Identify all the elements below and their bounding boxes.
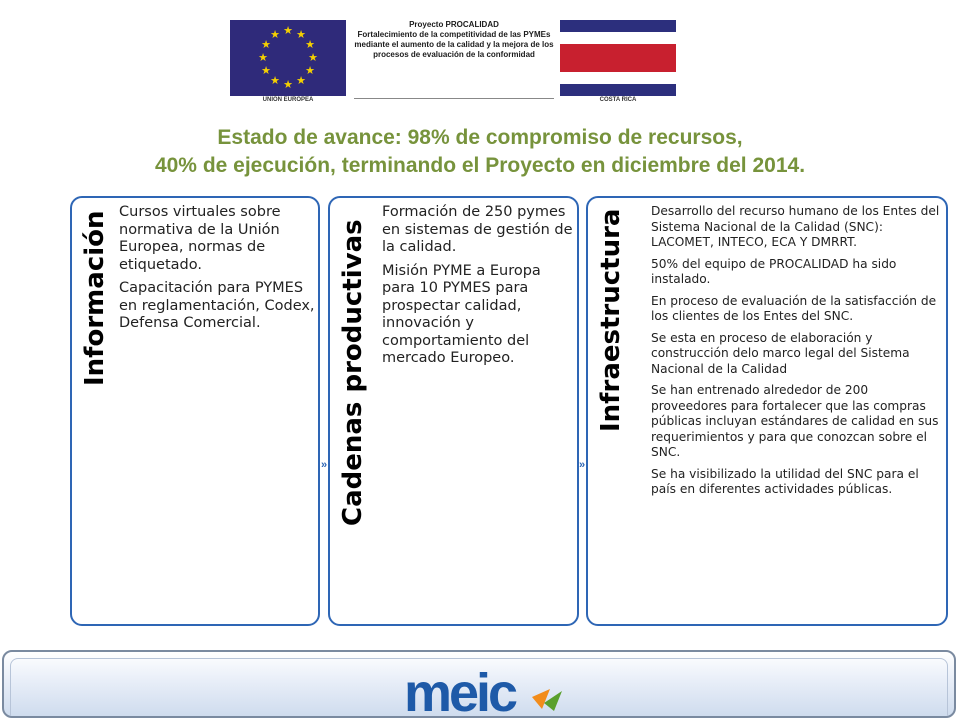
list-item: Se han entrenado alrededor de 200 proveedores para fortalecer que las compras públicas incluyan estándares de calidad en sus requerimientos y para que conozcan sobre el SNC. xyxy=(651,383,939,459)
svg-text:★: ★ xyxy=(305,65,315,77)
project-title: Proyecto PROCALIDAD xyxy=(409,20,499,29)
eu-label: UNIÓN EUROPEA xyxy=(262,97,314,103)
svg-text:★: ★ xyxy=(296,75,306,87)
list-item: Cursos virtuales sobre normativa de la Unión Europea, normas de etiquetado. xyxy=(119,204,281,273)
list-item: Formación de 250 pymes en sistemas de gestión de la calidad. xyxy=(382,204,573,255)
header-divider xyxy=(354,98,554,99)
svg-text:★: ★ xyxy=(308,52,318,64)
list-item: Capacitación para PYMES en reglamentación, Codex, Defensa Comercial. xyxy=(119,280,315,331)
svg-text:★: ★ xyxy=(261,65,271,77)
panel-cadenas-productivas xyxy=(328,196,579,626)
connector-icon: » xyxy=(579,459,586,471)
svg-text:★: ★ xyxy=(261,39,271,51)
panel-items-infraestructura xyxy=(651,204,943,504)
costa-rica-flag-icon xyxy=(560,20,676,96)
panel-infraestructura xyxy=(586,196,948,626)
svg-text:★: ★ xyxy=(283,79,293,91)
svg-text:★: ★ xyxy=(270,29,280,41)
svg-text:★: ★ xyxy=(296,29,306,41)
page-title-line-1: Estado de avance: 98% de compromiso de recursos, xyxy=(217,126,743,149)
sponsor-logo-bar xyxy=(230,16,678,108)
cr-label: COSTA RICA xyxy=(599,97,637,103)
list-item: Desarrollo del recurso humano de los Entes del Sistema Nacional de la Calidad (SNC): LACOMET, INTECO, ECA Y DMRRT. xyxy=(651,204,940,249)
list-item: 50% del equipo de PROCALIDAD ha sido instalado. xyxy=(651,256,897,286)
panel-informacion xyxy=(70,196,320,626)
list-item: Se esta en proceso de elaboración y construcción delo marco legal del Sistema Nacional de la Calidad xyxy=(651,330,910,376)
svg-text:★: ★ xyxy=(305,39,315,51)
list-item: En proceso de evaluación de la satisfacción de los clientes de los Entes del SNC. xyxy=(651,293,937,323)
project-description xyxy=(348,20,560,98)
page-title xyxy=(40,124,920,180)
panel-title-informacion: Información xyxy=(80,210,110,386)
footer-bar xyxy=(2,650,956,718)
connector-icon: » xyxy=(321,459,328,471)
svg-text:★: ★ xyxy=(258,52,268,64)
svg-text:★: ★ xyxy=(270,75,280,87)
meic-logo-icon xyxy=(404,667,574,717)
eu-flag-icon xyxy=(230,20,346,96)
svg-text:★: ★ xyxy=(283,25,293,37)
list-item: Se ha visibilizado la utilidad del SNC para el país en diferentes actividades públicas. xyxy=(651,466,919,496)
panel-items-informacion xyxy=(119,204,315,339)
panel-items-cadenas-productivas xyxy=(382,204,574,374)
page-title-line-2: 40% de ejecución, terminando el Proyecto en diciembre del 2014. xyxy=(154,154,806,177)
panel-title-infraestructura: Infraestructura xyxy=(596,208,626,432)
list-item: Misión PYME a Europa para 10 PYMES para prospectar calidad, innovación y comportamiento del mercado Europeo. xyxy=(382,262,541,366)
meic-logo-text: meic xyxy=(404,667,516,717)
project-subtitle: Fortalecimiento de la competitividad de las PYMEs mediante el aumento de la calidad y la mejora de los procesos de evaluación de la conformidad xyxy=(354,30,554,59)
panel-title-cadenas-productivas: Cadenas productivas xyxy=(338,219,368,526)
